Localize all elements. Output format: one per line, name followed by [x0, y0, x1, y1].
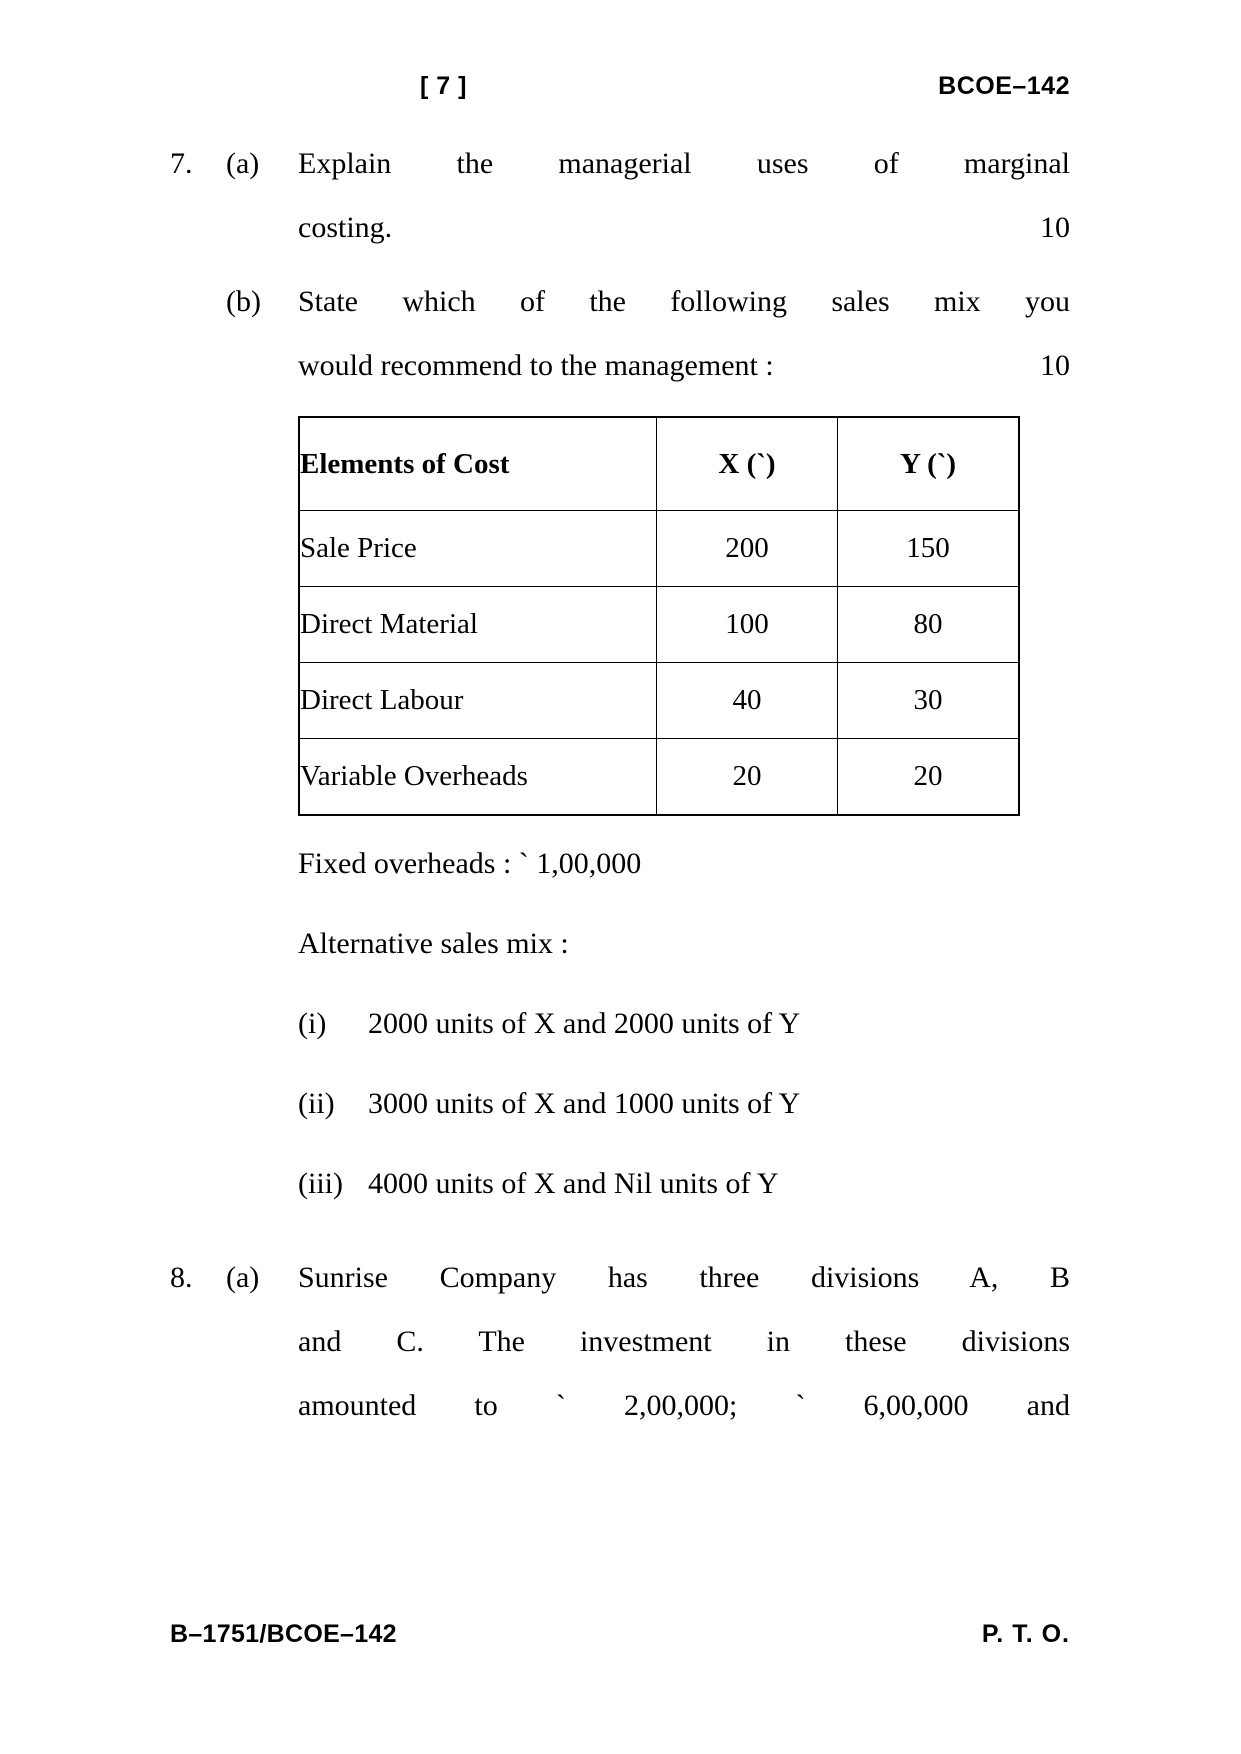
page-footer	[170, 1620, 1070, 1649]
alt-text: 2000 units of X and 2000 units of Y	[368, 1007, 801, 1040]
table-body	[299, 511, 1019, 816]
question-7b-label: (b)	[226, 285, 261, 318]
alt-text: 3000 units of X and 1000 units of Y	[368, 1087, 801, 1120]
page-header	[170, 72, 1070, 112]
alt-marker: (i)	[298, 1007, 327, 1040]
cell-y-value: 150	[838, 511, 1020, 587]
question-7-number: 7.	[170, 147, 193, 180]
question-7a-label: (a)	[226, 147, 260, 180]
spacer	[170, 1224, 1070, 1246]
page-content	[170, 132, 1070, 1438]
table-row	[299, 663, 1019, 739]
fixed-overheads-line: Fixed overheads : ` 1,00,000	[298, 847, 642, 880]
question-8a-line2: and C. The investment in these divisions	[298, 1325, 1070, 1358]
table-header-row	[299, 417, 1019, 511]
question-8a-label: (a)	[226, 1261, 260, 1294]
cell-x-value: 200	[657, 511, 838, 587]
cell-element: Sale Price	[299, 511, 657, 587]
question-7b-marks: 10	[1040, 349, 1070, 382]
spacer	[170, 260, 1070, 270]
column-header-elements: Elements of Cost	[299, 417, 657, 511]
cell-x-value: 40	[657, 663, 838, 739]
question-7a-line2: costing.	[298, 211, 393, 244]
question-8a-body	[298, 1246, 1070, 1438]
question-7-part-a	[170, 132, 1070, 260]
question-8-number: 8.	[170, 1261, 193, 1294]
list-item	[298, 1064, 1088, 1144]
cell-y-value: 30	[838, 663, 1020, 739]
question-7a-line2-row	[298, 196, 1070, 260]
paper-code: BCOE–142	[938, 72, 1070, 100]
table-head	[299, 417, 1019, 511]
alt-marker: (ii)	[298, 1087, 335, 1120]
cell-y-value: 20	[838, 739, 1020, 816]
question-7a-line1: Explain the managerial uses of marginal	[298, 147, 1070, 180]
table-row	[299, 739, 1019, 816]
below-table-block	[298, 824, 1088, 1224]
alt-text: 4000 units of X and Nil units of Y	[368, 1167, 779, 1200]
page-number: [ 7 ]	[420, 72, 467, 100]
question-7a-body	[298, 132, 1070, 260]
alternative-sales-mix-heading: Alternative sales mix :	[298, 927, 569, 960]
question-8a-line1: Sunrise Company has three divisions A, B	[298, 1261, 1070, 1294]
question-7-part-b	[170, 270, 1070, 398]
elements-of-cost-table	[298, 416, 1020, 816]
cell-y-value: 80	[838, 587, 1020, 663]
alt-marker: (iii)	[298, 1167, 343, 1200]
question-7b-line1: State which of the following sales mix you	[298, 285, 1070, 318]
question-7b-line2-row	[298, 334, 1070, 398]
column-header-y: Y (`)	[838, 417, 1020, 511]
question-7a-marks: 10	[1040, 211, 1070, 244]
question-7b-body	[298, 270, 1070, 398]
cell-element: Direct Labour	[299, 663, 657, 739]
question-8-part-a	[170, 1246, 1070, 1438]
list-item	[298, 1144, 1088, 1224]
footer-pto: P. T. O.	[981, 1620, 1070, 1648]
table-row	[299, 511, 1019, 587]
question-7b-line2: would recommend to the management :	[298, 349, 774, 382]
cell-element: Direct Material	[299, 587, 657, 663]
cell-element: Variable Overheads	[299, 739, 657, 816]
table-row	[299, 587, 1019, 663]
cost-table-container	[298, 416, 1014, 816]
footer-paper-id: B–1751/BCOE–142	[170, 1620, 397, 1648]
cell-x-value: 20	[657, 739, 838, 816]
question-8a-line3: amounted to ` 2,00,000; ` 6,00,000 and	[298, 1389, 1070, 1422]
list-item	[298, 984, 1088, 1064]
column-header-x: X (`)	[657, 417, 838, 511]
cell-x-value: 100	[657, 587, 838, 663]
